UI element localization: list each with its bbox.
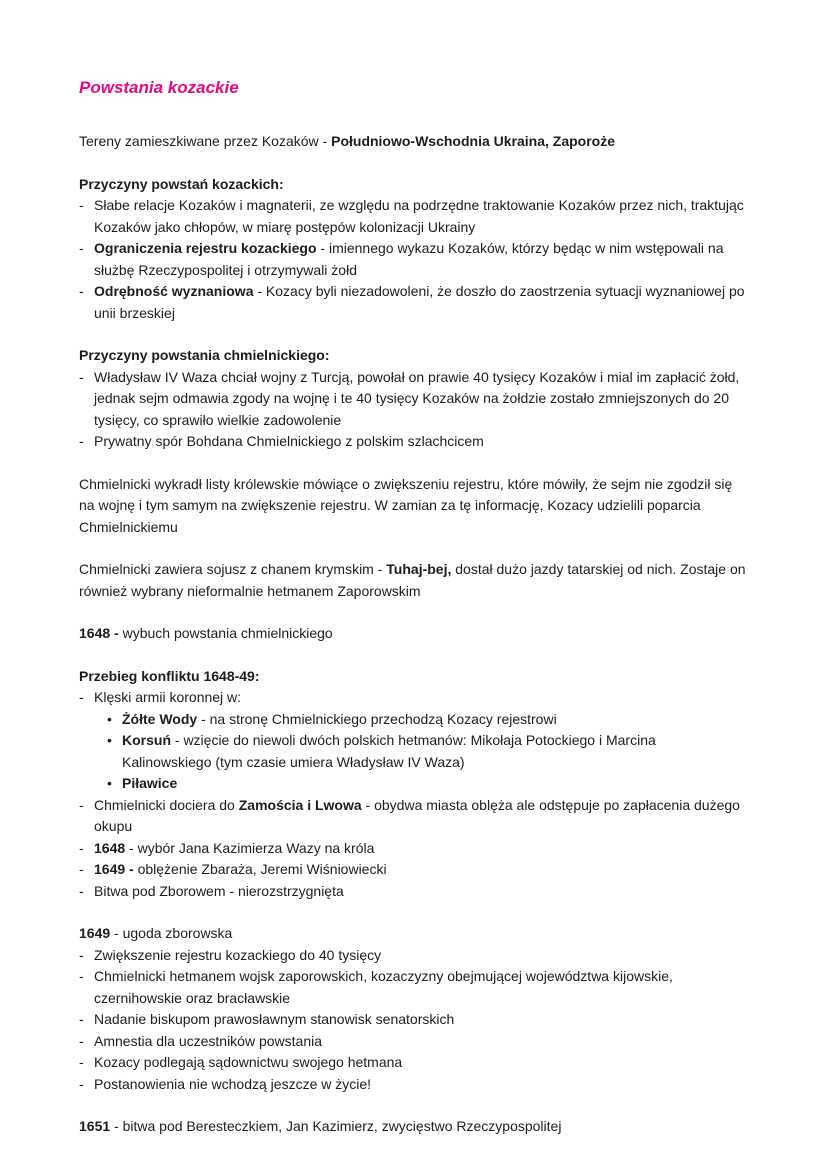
list-item [79, 709, 749, 731]
text: Tereny zamieszkiwane przez Kozaków - [79, 133, 332, 149]
text: dostał dużo jazdy tatarskiej od nich. Zostaje on również wybrany nieformalnie hetmanem Zaporowskim [79, 561, 746, 599]
text: Kozacy podlegają sądownictwu swojego hetmana [94, 1054, 403, 1070]
bullet-marker: • [107, 775, 112, 791]
list-item [79, 838, 749, 860]
text: oblężenie Zbaraża, Jeremi Wiśniowiecki [133, 861, 387, 877]
list-item-text [122, 773, 749, 795]
paragraph [79, 474, 749, 539]
document-body [79, 131, 749, 1138]
list-item-text [94, 859, 749, 881]
text: Amnestia dla uczestników powstania [94, 1032, 323, 1049]
dash-marker: - [79, 946, 84, 963]
bullet-marker: • [107, 732, 112, 748]
list-item-text [94, 281, 749, 324]
dash-marker: - [79, 968, 84, 984]
bold-text: Ograniczenia rejestru kozackiego [94, 240, 317, 256]
list-item-text [94, 1009, 749, 1031]
text: - bitwa pod Beresteczkiem, Jan Kazimierz, zwycięstwo Rzeczypospolitej [110, 1118, 562, 1134]
list-item-text [94, 838, 749, 860]
paragraph [79, 131, 749, 153]
document-title: Powstania kozackie [79, 78, 239, 97]
paragraph [79, 923, 749, 945]
dash-marker: - [79, 368, 84, 385]
text: Władysław IV Waza chciał wojny z Turcją, powołał on prawie 40 tysięcy Kozaków i mial im zapłacić żołd, jednak sejm odmawia zgody na wojnę i te 40 tysięcy Kozaków na żołdzie zostało zmniejszonych do 20 tysięcy, co sprawiło wielkie zadowolenie [94, 368, 740, 428]
text: Chmielnicki zawiera sojusz z chanem krymskim - [79, 561, 387, 577]
list-item [79, 730, 749, 773]
paragraph [79, 1116, 749, 1138]
bullet-list [79, 687, 749, 902]
list-item [79, 966, 749, 1009]
bold-text: 1648 - [79, 625, 119, 641]
list-item-text [94, 195, 749, 238]
list-item [79, 687, 749, 709]
text: Chmielnicki dociera do [94, 796, 239, 813]
bullet-list [79, 195, 749, 324]
bold-text: Tuhaj-bej, [386, 561, 452, 577]
dash-marker: - [79, 1011, 84, 1027]
list-item-text [94, 367, 749, 432]
text: - na stronę Chmielnickiego przechodzą Kozacy rejestrowi [197, 710, 557, 727]
bold-text: Korsuń [122, 732, 171, 748]
list-item-text [94, 1074, 749, 1096]
dash-marker: - [79, 796, 84, 813]
text: Chmielnicki hetmanem wojsk zaporowskich, kozaczyzny obejmującej województwa kijowskie, czernihowskie oraz bracławskie [94, 968, 673, 1006]
dash-marker: - [79, 1054, 84, 1070]
text: Chmielnicki wykradł listy królewskie mówiące o zwiększeniu rejestru, które mówiły, że sejm nie zgodził się na wojnę i tym samym na zwiększenie rejestru. W zamian za tę informację, Kozacy udzielili poparcia Chmielnickiemu [79, 475, 733, 535]
dash-marker: - [79, 433, 84, 449]
dash-marker: - [79, 861, 84, 877]
dash-marker: - [79, 1032, 84, 1049]
text: wybuch powstania chmielnickiego [118, 625, 333, 641]
paragraph [79, 559, 749, 602]
bold-text: 1649 [79, 925, 111, 941]
bold-text: 1648 [94, 839, 126, 856]
list-item [79, 431, 749, 453]
section-heading: Przyczyny powstania chmielnickiego: [79, 347, 330, 363]
list-item-text [94, 431, 749, 453]
list-item [79, 195, 749, 238]
bold-text: 1651 [79, 1118, 111, 1134]
bold-text: Żółte Wody [122, 710, 198, 727]
dash-marker: - [79, 882, 84, 899]
text: Prywatny spór Bohdana Chmielnickiego z polskim szlachcicem [94, 433, 484, 449]
list-item [79, 945, 749, 967]
text: Nadanie biskupom prawosławnym stanowisk senatorskich [94, 1011, 455, 1027]
list-item [79, 859, 749, 881]
text: Zwiększenie rejestru kozackiego do 40 tysięcy [94, 946, 382, 963]
list-item [79, 881, 749, 903]
list-item [79, 1009, 749, 1031]
bold-text: Piławice [122, 775, 178, 791]
text: Słabe relacje Kozaków i magnaterii, ze względu na podrzędne traktowanie Kozaków przez nich, traktując Kozaków jako chłopów, w miarę postępów kolonizacji Ukrainy [94, 197, 744, 235]
list-item-text [94, 881, 749, 903]
text: Postanowienia nie wchodzą jeszcze w życie! [94, 1075, 372, 1092]
dash-marker: - [79, 689, 84, 705]
bullet-list [79, 945, 749, 1096]
bold-text: Południowo-Wschodnia Ukraina, Zaporoże [331, 133, 616, 149]
list-item-text [122, 730, 749, 773]
section-heading: Przyczyny powstań kozackich: [79, 175, 284, 192]
dash-marker: - [79, 197, 84, 213]
list-item [79, 281, 749, 324]
text: Klęski armii koronnej w: [94, 689, 242, 705]
bold-text: Zamościa i Lwowa [238, 796, 362, 813]
text: Bitwa pod Zborowem - nierozstrzygnięta [94, 882, 344, 899]
text: - imiennego wykazu Kozaków, którzy będąc w nim wstępowali na służbę Rzeczypospolitej i otrzymywali żołd [94, 240, 724, 278]
bold-text: Odrębność wyznaniowa [94, 283, 254, 299]
list-item [79, 367, 749, 432]
list-item [79, 773, 749, 795]
list-item [79, 1031, 749, 1053]
dash-marker: - [79, 839, 84, 856]
list-item-text [122, 709, 749, 731]
bullet-marker: • [107, 710, 112, 727]
list-item-text [94, 1052, 749, 1074]
list-item [79, 1052, 749, 1074]
text: - Kozacy byli niezadowoleni, że doszło do zaostrzenia sytuacji wyznaniowej po unii brzeskiej [94, 283, 745, 321]
list-item-text [94, 795, 749, 838]
list-item-text [94, 966, 749, 1009]
list-item-text [94, 687, 749, 709]
text: - wzięcie do niewoli dwóch polskich hetmanów: Mikołaja Potockiego i Marcina Kalinowskiego (tym czasie umiera Władysław IV Waza) [122, 732, 656, 770]
bullet-list [79, 367, 749, 453]
dash-marker: - [79, 283, 84, 299]
paragraph [79, 623, 749, 645]
bold-text: 1649 - [94, 861, 134, 877]
text: - wybór Jana Kazimierza Wazy na króla [125, 839, 375, 856]
list-item-text [94, 945, 749, 967]
dash-marker: - [79, 1075, 84, 1092]
list-item-text [94, 238, 749, 281]
text: - ugoda zborowska [110, 925, 233, 941]
list-item [79, 238, 749, 281]
dash-marker: - [79, 240, 84, 256]
list-item-text [94, 1031, 749, 1053]
section-heading: Przebieg konfliktu 1648-49: [79, 667, 260, 684]
list-item [79, 795, 749, 838]
text: - obydwa miasta oblęża ale odstępuje po zapłacenia dużego okupu [94, 796, 740, 834]
list-item [79, 1074, 749, 1096]
